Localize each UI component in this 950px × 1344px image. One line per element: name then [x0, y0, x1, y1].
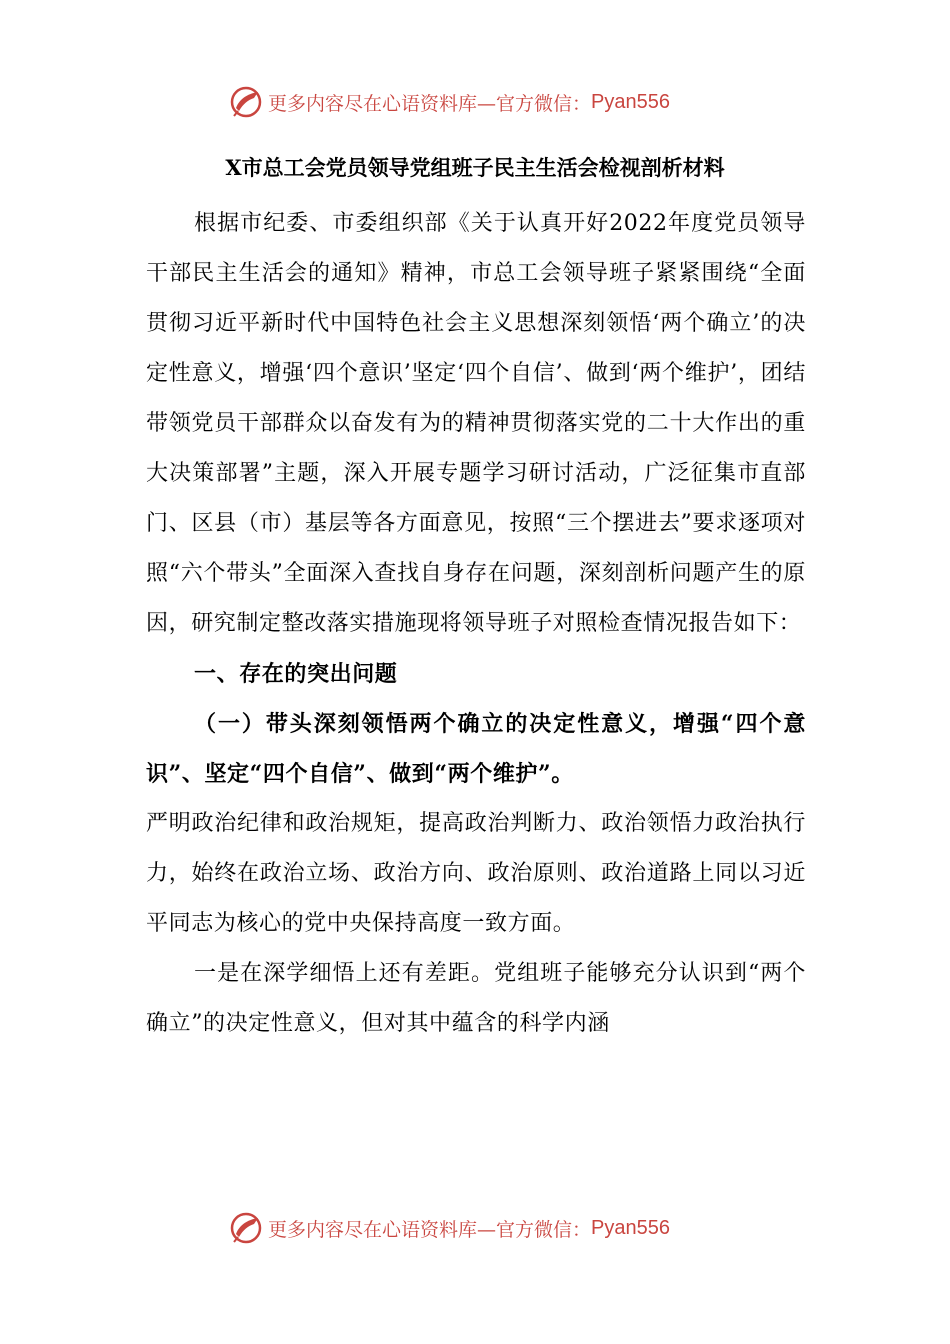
subsection-heading: （一）带头深刻领悟两个确立的决定性意义，增强“四个意识”、坚定“四个自信”、做到“两个维护”。 — [146, 711, 806, 787]
watermark-handle: Pyan556 — [591, 1216, 670, 1239]
subsection-paragraph: 严明政治纪律和政治规矩，提高政治判断力、政治领悟力政治执行力，始终在政治立场、政治方向、政治原则、政治道路上同以习近平同志为核心的党中央保持高度一致方面。 — [146, 811, 806, 936]
watermark-banner-top — [228, 82, 670, 122]
watermark-handle: Pyan556 — [591, 90, 670, 113]
intro-paragraph: 根据市纪委、市委组织部《关于认真开好2022年度党员领导干部民主生活会的通知》精神，市总工会领导班子紧紧围绕“全面贯彻习近平新时代中国特色社会主义思想深刻领悟‘两个确立’的决定性意义，增强‘四个意识’坚定‘四个自信’、做到‘两个维护’，团结带领党员干部群众以奋发有为的精神贯彻落实党的二十大作出的重大决策部署”主题，深入开展专题学习研讨活动，广泛征集市直部门、区县（市）基层等各方面意见，按照“三个摆进去”要求逐项对照“六个带头”全面深入查找自身存在问题，深刻剖析问题产生的原因，研究制定整改落实措施现将领导班子对照检查情况报告如下： — [146, 211, 806, 636]
pen-logo-icon — [228, 1210, 264, 1246]
document-title: X市总工会党员领导党组班子民主生活会检视剖析材料 — [225, 155, 725, 180]
point-paragraph: 一是在深学细悟上还有差距。党组班子能够充分认识到“两个确立”的决定性意义，但对其中蕴含的科学内涵 — [146, 961, 806, 1036]
watermark-text: 更多内容尽在心语资料库—官方微信： — [268, 92, 592, 115]
watermark-banner-bottom — [228, 1208, 670, 1248]
watermark-text: 更多内容尽在心语资料库—官方微信： — [268, 1218, 592, 1241]
pen-logo-icon — [228, 84, 264, 120]
document-body — [146, 199, 806, 1049]
section-heading: 一、存在的突出问题 — [194, 661, 398, 687]
